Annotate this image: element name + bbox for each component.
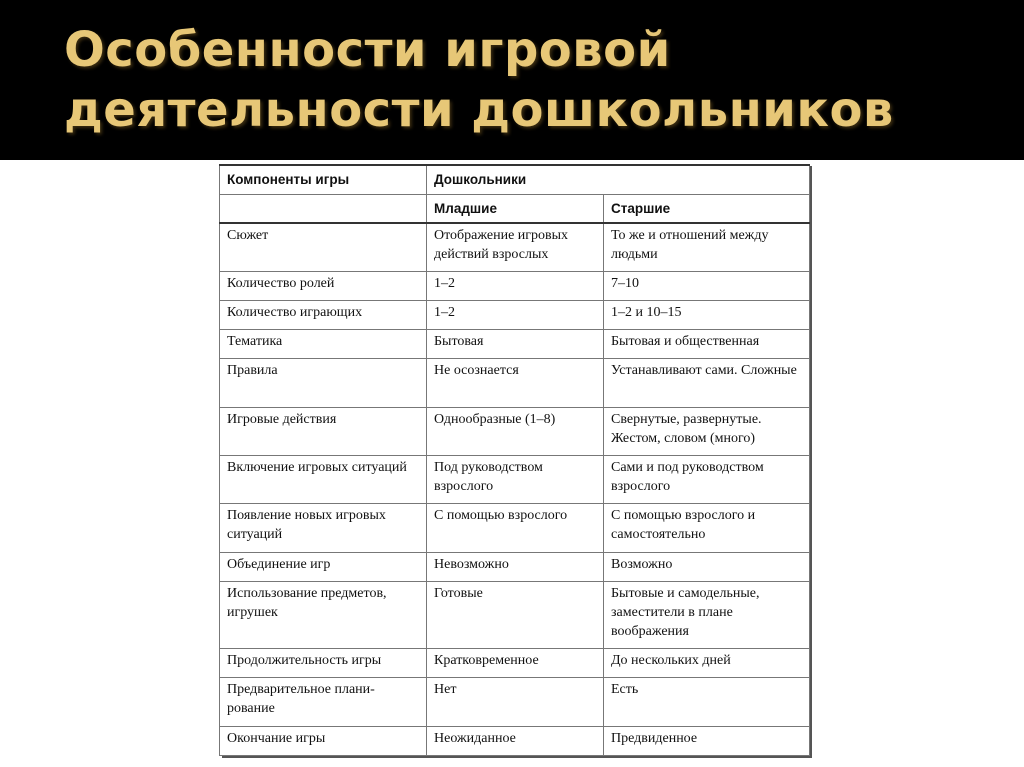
cell-component: Количество ролей bbox=[220, 271, 427, 300]
table-row bbox=[220, 223, 810, 271]
cell-older: То же и отношений между людьми bbox=[604, 223, 810, 271]
table-row bbox=[220, 678, 810, 726]
header-preschoolers: Дошкольники bbox=[427, 165, 810, 194]
cell-younger: Отображение игровых действий взрослых bbox=[427, 223, 604, 271]
cell-older: Бытовые и самодельные, заместители в плане воображения bbox=[604, 581, 810, 648]
cell-component: Предварительное плани-рование bbox=[220, 678, 427, 726]
table-row bbox=[220, 359, 810, 407]
table-row bbox=[220, 456, 810, 504]
slide-title-line-2: деятельности дошкольников bbox=[64, 82, 894, 138]
cell-older: Свернутые, развернутые. Жестом, словом (много) bbox=[604, 407, 810, 455]
table-row bbox=[220, 581, 810, 648]
table-row bbox=[220, 649, 810, 678]
cell-older: Устанавливают сами. Сложные bbox=[604, 359, 810, 407]
cell-older: До нескольких дней bbox=[604, 649, 810, 678]
cell-younger: Невозможно bbox=[427, 552, 604, 581]
cell-older: Бытовая и общественная bbox=[604, 330, 810, 359]
features-table bbox=[219, 164, 810, 756]
cell-component: Сюжет bbox=[220, 223, 427, 271]
slide-title bbox=[64, 20, 1004, 140]
cell-component: Объединение игр bbox=[220, 552, 427, 581]
cell-younger: Неожиданное bbox=[427, 726, 604, 755]
cell-component: Включение игровых ситуаций bbox=[220, 456, 427, 504]
cell-component: Продолжительность игры bbox=[220, 649, 427, 678]
cell-younger: Не осознается bbox=[427, 359, 604, 407]
cell-younger: Под руководством взрослого bbox=[427, 456, 604, 504]
cell-younger: Кратковременное bbox=[427, 649, 604, 678]
cell-older: 1–2 и 10–15 bbox=[604, 301, 810, 330]
table-row bbox=[220, 407, 810, 455]
cell-younger: 1–2 bbox=[427, 301, 604, 330]
table-row bbox=[220, 330, 810, 359]
cell-component: Использование предметов, игрушек bbox=[220, 581, 427, 648]
cell-younger: Нет bbox=[427, 678, 604, 726]
cell-younger: С помощью взрослого bbox=[427, 504, 604, 552]
cell-component: Появление новых игровых ситуаций bbox=[220, 504, 427, 552]
cell-younger: Бытовая bbox=[427, 330, 604, 359]
cell-older: Возможно bbox=[604, 552, 810, 581]
table-subheader-row bbox=[220, 194, 810, 223]
table-header-row bbox=[220, 165, 810, 194]
cell-older: Предвиденное bbox=[604, 726, 810, 755]
cell-older: 7–10 bbox=[604, 271, 810, 300]
header-components: Компоненты игры bbox=[220, 165, 427, 194]
cell-component: Количество играющих bbox=[220, 301, 427, 330]
cell-component: Игровые действия bbox=[220, 407, 427, 455]
header-younger: Младшие bbox=[427, 194, 604, 223]
header-older: Старшие bbox=[604, 194, 810, 223]
table-row bbox=[220, 301, 810, 330]
cell-older: С помощью взрослого и самостоятельно bbox=[604, 504, 810, 552]
table-row bbox=[220, 726, 810, 755]
table-row bbox=[220, 271, 810, 300]
cell-younger: Готовые bbox=[427, 581, 604, 648]
table-row bbox=[220, 504, 810, 552]
cell-component: Окончание игры bbox=[220, 726, 427, 755]
cell-older: Сами и под руководством взрослого bbox=[604, 456, 810, 504]
cell-younger: Однообразные (1–8) bbox=[427, 407, 604, 455]
cell-older: Есть bbox=[604, 678, 810, 726]
cell-younger: 1–2 bbox=[427, 271, 604, 300]
table-container bbox=[219, 164, 809, 756]
cell-component: Тематика bbox=[220, 330, 427, 359]
cell-component: Правила bbox=[220, 359, 427, 407]
header-empty-cell bbox=[220, 194, 427, 223]
slide-title-line-1: Особенности игровой bbox=[64, 22, 671, 78]
table-row bbox=[220, 552, 810, 581]
